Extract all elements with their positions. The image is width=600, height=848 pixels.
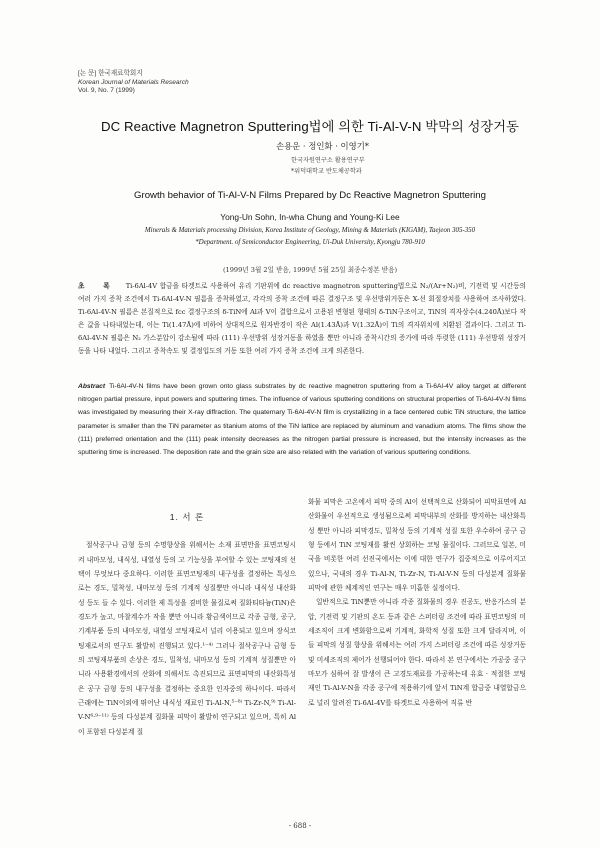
english-abstract — [78, 380, 526, 459]
english-abstract-label: Abstract — [78, 383, 106, 390]
journal-info — [78, 70, 189, 96]
received-dates: (1999년 3월 2일 받음, 1999년 5월 25일 최종수정본 받음) — [222, 266, 398, 274]
body-paragraph: 절삭공구나 금형 등의 수명향상을 위해서는 소재 표면만을 표면코팅시켜 내마모성, 내식성, 내열성 등의 고 기능성을 부여할 수 있는 코팅재의 선택이 무엇보다 중요하다. 이러한 표면코팅재의 내구성을 결정하는 특성으로는 경도, 밀착성, 내마모성 등의 기계적 성질뿐만 아니라 내식성 내산화성 등도 들 수 있다. 이러한 제 특성을 겸비한 물질로써 질화티타늄(TiN)은 경도가 높고, 마찰계수가 작을 뿐만 아니라 황금색이므로 각종 금형, 공구, 기계부품 등의 내마모성, 내열성 코팅재로서 널리 이용되고 있으며 장식코팅재로서의 연구도 활발히 진행되고 있다.¹⁻⁴⁾ 그러나 절삭공구나 금형 등의 코팅재부품의 손상은 경도, 밀착성, 내마모성 등의 기계적 성질뿐만 아니라 사용환경에서의 산화에 의해서도 촉진되므로 표면피막의 내산화특성은 공구 금형 등의 내구성을 결정하는 중요한 인자중의 하나이다. 따라서 근래에는 TiN이외에 뛰어난 내식성 재료인 Ti-Al-N,⁵⁻⁸⁾ Ti-Zr-N,⁹⁾ Ti-Al-V-N⁶·⁹⁻¹¹⁾ 등의 다성분계 질화물 피막이 활발히 연구되고 있으며, 특히 Al이 포함된 다성분계 질 — [78, 541, 296, 736]
section-heading: 1. 서 론 — [169, 512, 205, 522]
english-affiliation: *Department. of Semiconductor Engineering, Ui-Duk University, Kyongju 780-910 — [195, 238, 425, 246]
korean-affiliation: *위덕대학교 반도체공학과 — [291, 167, 362, 175]
korean-affiliations — [291, 156, 365, 177]
korean-affiliation: 한국자원연구소 활용연구부 — [291, 157, 365, 164]
korean-abstract-text: Ti-6Al-4V 합금을 타겟트로 사용하여 유리 기판위에 dc reactive magnetron sputtering법으로 N₂/(Ar+N₂)비, 기전력 및 시간등의 여러 가지 증착 조건에서 Ti-6Al-4V-N 필름을 증착하였고, 각각의 증착 조건에 따른 결정구조 및 우선방위거동은 X-선 회절장치를 사용하여 조사하였다. Ti-6Al-4V-N 필름은 본질적으로 fcc 결정구조의 δ-TiN에 Al과 V이 결합으로서 고용된 변형된 형태의 δ-TiN구조이고, TiN의 격자상수(4.240Å)보다 작은 값을 나타내었는데, 이는 Ti(1.47Å)에 비하여 상대적으로 원자반경이 작은 Al(1.43Å)과 V(1.32Å)이 Ti의 격자위치에 치환된 결과이다. 그리고 Ti-6Al-4V-N 필름은 N₂ 가스분압이 감소될에 따라 (111) 우선방위 성장거동을 하였을 뿐만 아니라 증착시간의 증가에 따라 뚜렷한 (111) 우선방위 성장거동을 나타 내었다. 그리고 증착속도 및 결정입도의 거동 또한 여러 가지 증착 조건에 크게 의존한다. — [78, 282, 526, 356]
body-left-column — [78, 510, 296, 739]
korean-title: DC Reactive Magnetron Sputtering법에 의한 Ti-Al-V-N 박막의 성장거동 — [101, 119, 519, 134]
english-authors: Yong-Un Sohn, In-wha Chung and Young-Ki Lee — [220, 212, 400, 222]
body-right-column — [308, 495, 526, 710]
english-affiliation: Minerals & Materials processing Division, Korea Institute of Geology, Mining & Materials (KIGAM), Taejeon 305-350 — [144, 227, 476, 234]
english-title: Growth behavior of Ti-Al-V-N Films Prepared by Dc Reactive Magnetron Sputtering — [134, 190, 486, 201]
english-affiliations — [40, 225, 580, 248]
journal-korean-name: [논 문] 한국재료학회지 — [78, 70, 143, 77]
korean-abstract — [78, 280, 526, 359]
korean-authors: 손용운 · 정인화 · 이영기* — [276, 141, 369, 151]
journal-english-name: Korean Journal of Materials Research — [78, 78, 189, 86]
korean-abstract-label: 초 록 — [78, 282, 118, 290]
journal-volume: Vol. 9, No. 7 (1999) — [78, 87, 135, 95]
body-paragraph: 일반적으로 TiN뿐만 아니라 각종 질화물의 경우 진공도, 반응가스의 분압, 기전력 및 기판의 온도 등과 같은 스퍼터링 조건에 따라 표면코팅의 미세조직이 크게 변화함으로써 기계적, 화학적 성질 또한 크게 달라지며, 이들 피막의 성질 향상을 위해서는 여러 가지 스퍼터링 조건에 따른 성장거동 및 미세조직의 제어가 선행되어야 한다. 따라서 본 연구에서는 가공중 공구 마모가 심하여 잘 발생이 큰 고경도재료를 가공하는데 유효 · 적절한 코팅재인 Ti-Al-V-N을 각종 공구에 적용하기에 앞서 TiN계 합금중 내열합금으로 널리 알려진 Ti-6Al-4V를 타겟트로 사용하여 직류 반 — [308, 598, 526, 707]
english-abstract-text: Ti-6Al-4V-N films have been grown onto glass substrates by dc reactive magnetron sputtering from a Ti-6Al-4V alloy target at different nitrogen partial pressure, input powers and sputtering times. The influence of various sputtering conditions on structural properties of Ti-6Al-4V-N films was investigated by measuring their X-ray diffraction. The quaternary Ti-6Al-4V-N film is crystallizing in a face centered cubic TiN structure, the lattice parameter is smaller than the TiN parameter as titanium atoms of the TiN lattice are replaced by aluminum and vanadium atoms. The films show the (111) preferred orientation and the (111) peak intensity decreases as the nitrogen partial pressure is increased, but the intensity increases as the sputtering time is increased. The deposition rate and the grain size are also related with the variation of various sputtering conditions. — [78, 383, 526, 457]
body-paragraph: 화물 피막은 고온에서 피막 중의 Al이 선택적으로 산화되어 피막표면에 Al 산화물이 우선적으로 생성됨으로써 피막내부의 산화를 방지하는 내산화특성 뿐만 아니라 피막경도, 밀착성 등의 기계적 성질 또한 우수하여 공구 금형 등에서 TiN 코팅재를 활씬 상회하는 코팅 물질이다. 그러므로 일본, 미국을 비롯한 여러 선진국에서는 이에 대한 연구가 집중적으로 이루어지고 있으나, 국내의 경우 Ti-Al-N, Ti-Zr-N, Ti-Al-V-N 등의 다성분계 질화물 피막에 관한 체계적인 연구는 매우 미흡한 실정이다. — [308, 498, 526, 593]
page-number: - 688 - — [288, 822, 312, 830]
